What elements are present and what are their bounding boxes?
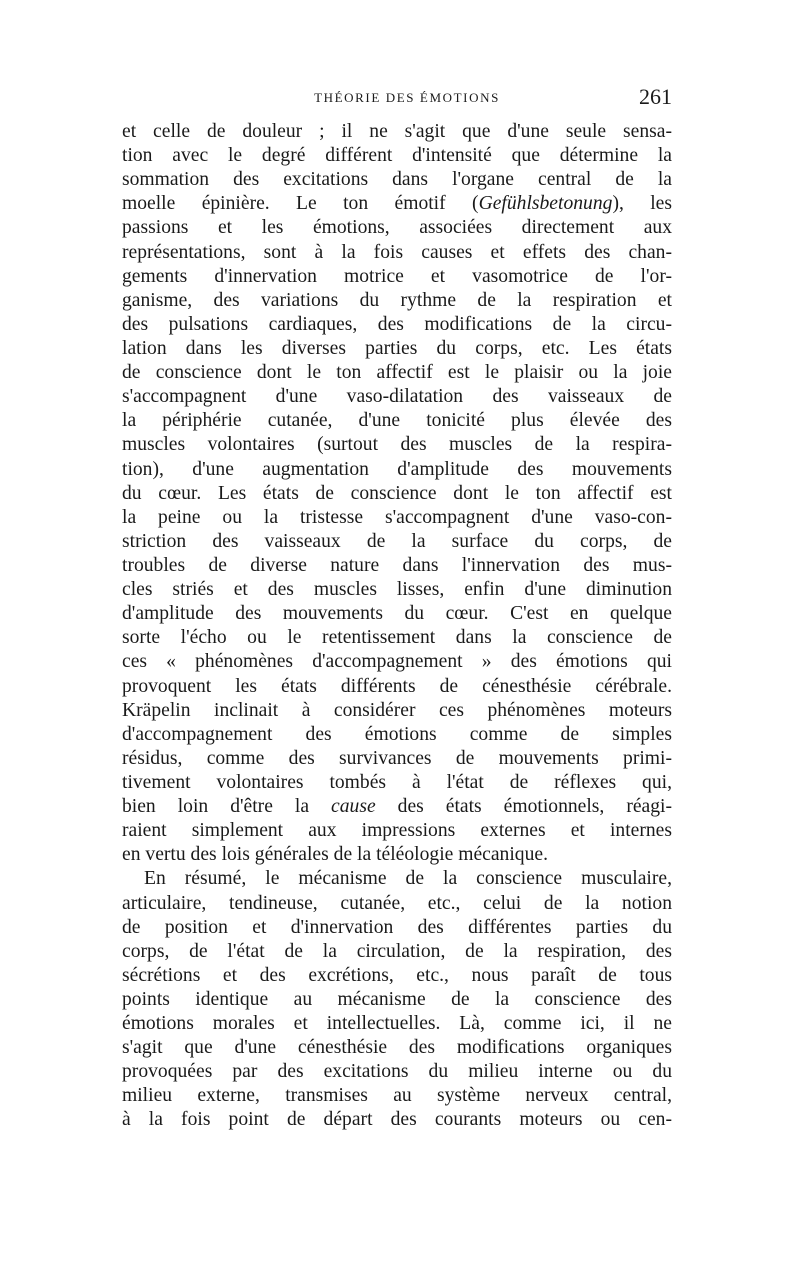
text-line: sorte l'écho ou le retentissement dans la conscience de — [122, 627, 672, 649]
text-line: articulaire, tendineuse, cutanée, etc., celui de la notion — [122, 892, 672, 914]
text-line: sécrétions et des excrétions, etc., nous paraît de tous — [122, 964, 672, 986]
text-line: provoquées par des excitations du milieu interne ou du — [122, 1061, 672, 1083]
text-line: ganisme, des variations du rythme de la respiration et — [122, 289, 672, 311]
text-line: sommation des excitations dans l'organe central de la — [122, 169, 672, 191]
text-line: du cœur. Les états de conscience dont le ton affectif est — [122, 482, 672, 504]
text-line: d'amplitude des mouvements du cœur. C'est en quelque — [122, 603, 672, 625]
text-line: moelle épinière. Le ton émotif (Gefühlsbetonung), les — [122, 193, 672, 215]
text-line: bien loin d'être la cause des états émotionnels, réagi- — [122, 796, 672, 818]
page-number: 261 — [639, 84, 672, 109]
text-line: striction des vaisseaux de la surface du corps, de — [122, 530, 672, 552]
text-line: provoquent les états différents de cénesthésie cérébrale. — [122, 675, 672, 697]
text-line: En résumé, le mécanisme de la conscience musculaire, — [144, 868, 672, 890]
text-line: s'accompagnent d'une vaso-dilatation des vaisseaux de — [122, 386, 672, 408]
text-line: d'accompagnement des émotions comme de simples — [122, 723, 672, 745]
text-line: points identique au mécanisme de la conscience des — [122, 988, 672, 1010]
book-page — [122, 86, 672, 1133]
text-line: gements d'innervation motrice et vasomotrice de l'or- — [122, 265, 672, 287]
text-line: muscles volontaires (surtout des muscles de la respira- — [122, 434, 672, 456]
italic-term: Gefühlsbetonung — [478, 193, 613, 215]
text-line: corps, de l'état de la circulation, de la respiration, des — [122, 940, 672, 962]
text-line: et celle de douleur ; il ne s'agit que d'une seule sensa- — [122, 121, 672, 142]
text-line: la peine ou la tristesse s'accompagnent d'une vaso-con- — [122, 506, 672, 528]
text-line: raient simplement aux impressions externes et internes — [122, 820, 672, 842]
running-head — [122, 86, 672, 116]
text-line: Kräpelin inclinait à considérer ces phénomènes moteurs — [122, 699, 672, 721]
text-line: de conscience dont le ton affectif est le plaisir ou la joie — [122, 362, 672, 384]
italic-term: cause — [331, 796, 376, 818]
text-line: à la fois point de départ des courants moteurs ou cen- — [122, 1109, 672, 1131]
text-line: ces « phénomènes d'accompagnement » des émotions qui — [122, 651, 672, 673]
text-line: milieu externe, transmises au système nerveux central, — [122, 1085, 672, 1107]
text-line: s'agit que d'une cénesthésie des modifications organiques — [122, 1037, 672, 1059]
text-line: émotions morales et intellectuelles. Là, comme ici, il ne — [122, 1013, 672, 1035]
text-line: passions et les émotions, associées directement aux — [122, 217, 672, 239]
text-line: tion avec le degré différent d'intensité que détermine la — [122, 145, 672, 167]
text-line: la périphérie cutanée, d'une tonicité plus élevée des — [122, 410, 672, 432]
text-line: cles striés et des muscles lisses, enfin d'une diminution — [122, 579, 672, 601]
text-line: des pulsations cardiaques, des modifications de la circu- — [122, 313, 672, 335]
text-line: résidus, comme des survivances de mouvements primi- — [122, 747, 672, 769]
text-line: de position et d'innervation des différentes parties du — [122, 916, 672, 938]
text-line: en vertu des lois générales de la téléologie mécanique. — [122, 844, 548, 866]
text-line: troubles de diverse nature dans l'innervation des mus- — [122, 554, 672, 576]
text-line: tivement volontaires tombés à l'état de réflexes qui, — [122, 771, 672, 793]
text-line: représentations, sont à la fois causes et effets des chan- — [122, 241, 672, 263]
running-title: THÉORIE DES ÉMOTIONS — [314, 90, 500, 105]
body-text — [122, 120, 672, 1133]
text-line: tion), d'une augmentation d'amplitude des mouvements — [122, 458, 672, 480]
text-line: lation dans les diverses parties du corps, etc. Les états — [122, 337, 672, 359]
